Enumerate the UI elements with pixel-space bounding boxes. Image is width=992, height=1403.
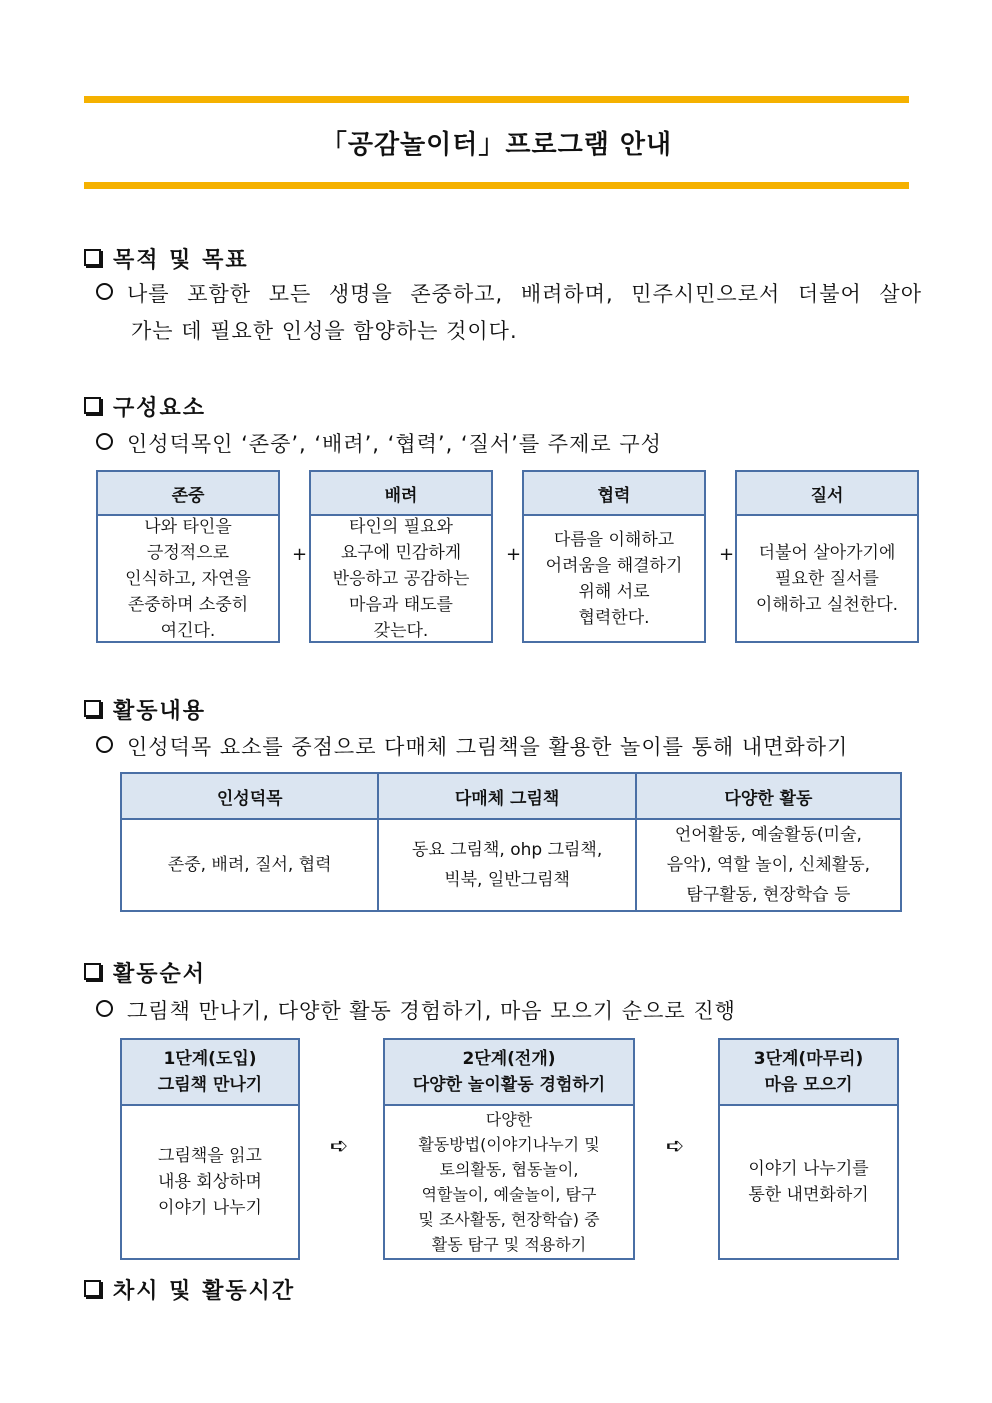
card-body: 더불어 살아가기에 필요한 질서를 이해하고 실천한다. [755,542,899,615]
plus-sign: + [292,544,308,565]
step-title: 1단계(도입) 그림책 만나기 [122,1040,298,1106]
table-cell: 언어활동, 예술활동(미술, 음악), 역할 놀이, 신체활동, 탐구활동, 현장학습 등 [636,819,901,911]
checkbox-square-icon [84,397,101,414]
step-body: 이야기 나누기를 통한 내면화하기 [748,1159,869,1205]
circle-bullet-icon [96,283,113,300]
table-row [121,819,901,911]
purpose-paragraph: 나를 포함한 모든 생명을 존중하고, 배려하며, 민주시민으로서 더불어 살아 가는 데 필요한 인성을 함양하는 것이다. [96,276,922,350]
step-1-card [120,1038,300,1260]
card-respect [96,470,280,643]
page-title: 「공감놀이터」프로그램 안내 [320,130,673,160]
checkbox-square-icon [84,700,101,717]
right-arrow-icon: ➪ [330,1134,349,1159]
top-rule [84,96,909,103]
step-3-card [718,1038,899,1260]
card-title: 배려 [311,472,491,516]
card-consideration [309,470,493,643]
step-title: 2단계(전개) 다양한 놀이활동 경험하기 [385,1040,633,1106]
table-header-row [121,773,901,819]
plus-sign: + [506,544,522,565]
card-cooperation [522,470,706,643]
card-title: 협력 [524,472,704,516]
table-cell: 동요 그림책, ohp 그림책, 빅북, 일반그림책 [378,819,635,911]
step-body: 다양한 활동방법(이야기나누기 및 토의활동, 협동놀이, 역할놀이, 예술놀이, 탐구 및 조사활동, 현장학습) 중 활동 탐구 및 적용하기 [418,1110,600,1254]
card-order [735,470,919,643]
step-title: 3단계(마무리) 마음 모으기 [720,1040,897,1106]
checkbox-square-icon [84,963,101,980]
activities-bullet: 인성덕목 요소를 중점으로 다매체 그림책을 활용한 놀이를 통해 내면화하기 [96,731,848,761]
right-arrow-icon: ➪ [666,1134,685,1159]
order-bullet: 그림책 만나기, 다양한 활동 경험하기, 마음 모으기 순으로 진행 [96,995,736,1025]
step-body: 그림책을 읽고 내용 회상하며 이야기 나누기 [158,1146,262,1218]
table-header-cell: 다매체 그림책 [378,773,635,819]
table-header-cell: 인성덕목 [121,773,378,819]
section-order-heading: 활동순서 [84,957,206,988]
section-purpose-heading: 목적 및 목표 [84,243,249,274]
activities-table [120,772,902,912]
checkbox-square-icon [84,1280,101,1297]
section-sessions-heading: 차시 및 활동시간 [84,1274,295,1305]
card-title: 질서 [737,472,917,516]
checkbox-square-icon [84,249,101,266]
card-body: 타인의 필요와 요구에 민감하게 반응하고 공감하는 마음과 태도를 갖는다. [332,516,470,641]
section-components-heading: 구성요소 [84,391,206,422]
card-body: 다름을 이해하고 어려움을 해결하기 위해 서로 협력한다. [545,529,683,628]
bottom-rule [84,182,909,189]
table-cell: 존중, 배려, 질서, 협력 [121,819,378,911]
table-header-cell: 다양한 활동 [636,773,901,819]
card-title: 존중 [98,472,278,516]
circle-bullet-icon [96,433,113,450]
circle-bullet-icon [96,736,113,753]
card-body: 나와 타인을 긍정적으로 인식하고, 자연을 존중하며 소중히 여긴다. [125,516,251,641]
plus-sign: + [719,544,735,565]
step-2-card [383,1038,635,1260]
circle-bullet-icon [96,1000,113,1017]
components-bullet: 인성덕목인 ‘존중’, ‘배려’, ‘협력’, ‘질서’를 주제로 구성 [96,428,662,458]
section-activities-heading: 활동내용 [84,694,206,725]
